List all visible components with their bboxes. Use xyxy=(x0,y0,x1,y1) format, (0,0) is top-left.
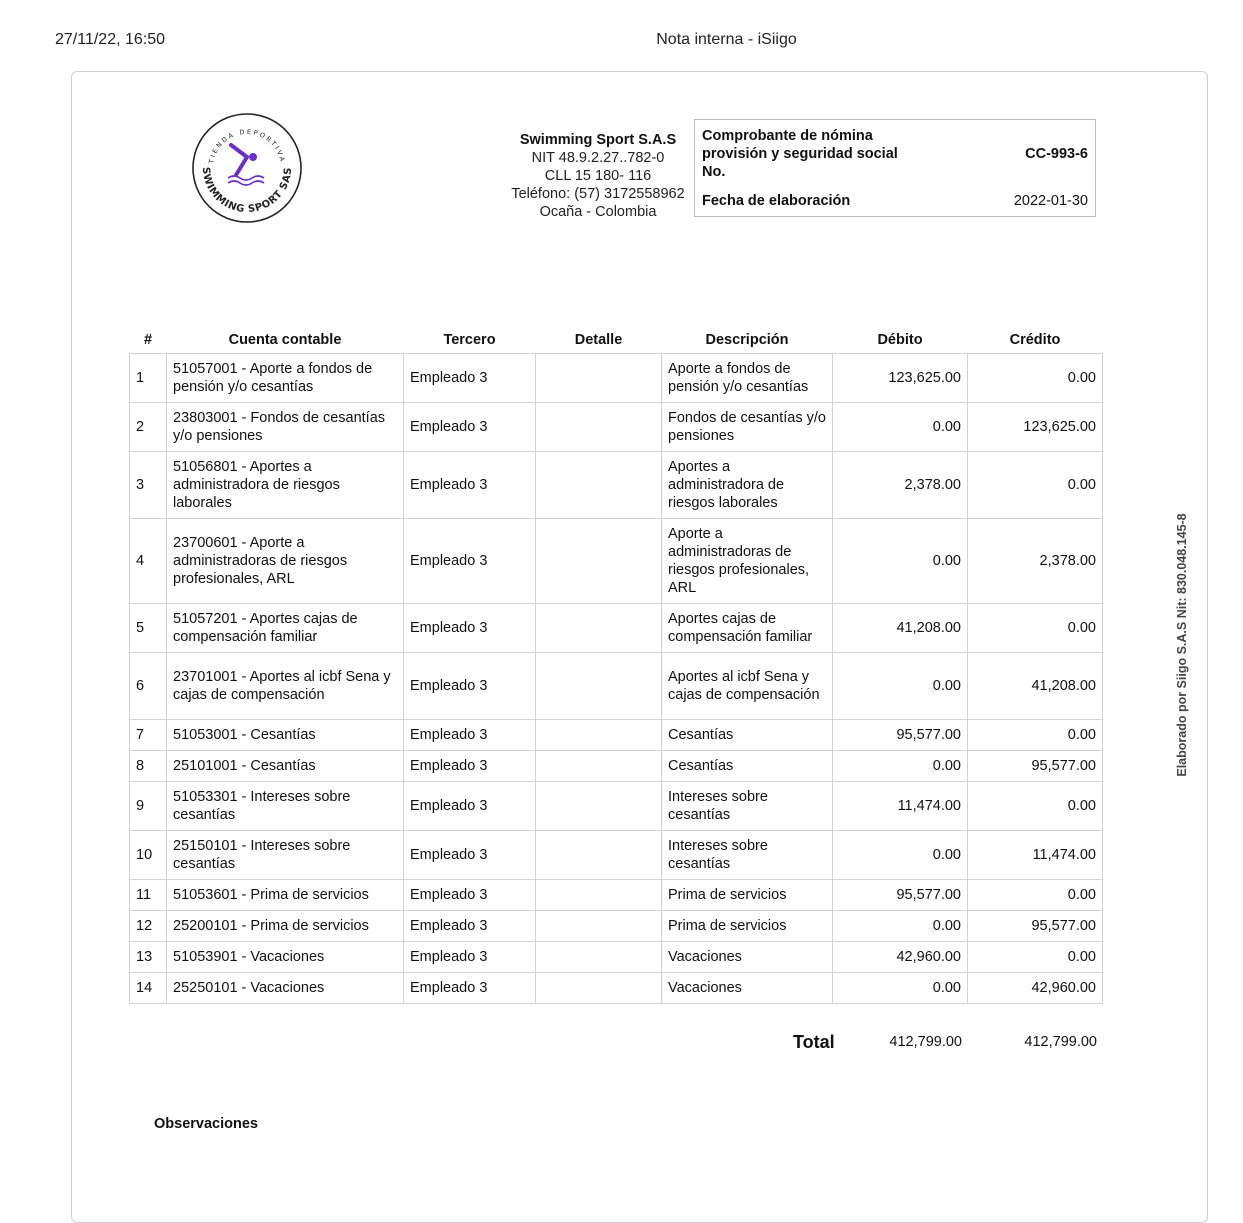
cell-debit: 2,378.00 xyxy=(833,452,968,519)
cell-description: Cesantías xyxy=(662,720,833,751)
cell-number: 10 xyxy=(130,831,167,880)
header-debit: Débito xyxy=(877,332,923,348)
header-detail: Detalle xyxy=(574,332,623,348)
table-row xyxy=(130,403,1103,452)
cell-debit: 0.00 xyxy=(833,403,968,452)
cell-description: Aportes al icbf Sena y cajas de compensación xyxy=(662,653,833,720)
cell-debit: 95,577.00 xyxy=(833,720,968,751)
cell-third-party: Empleado 3 xyxy=(404,973,536,1004)
table-row xyxy=(130,720,1103,751)
table-row xyxy=(130,973,1103,1004)
cell-account: 25150101 - Intereses sobre cesantías xyxy=(167,831,404,880)
company-nit: NIT 48.9.2.27..782-0 xyxy=(531,150,665,166)
cell-third-party: Empleado 3 xyxy=(404,880,536,911)
cell-description: Fondos de cesantías y/o pensiones xyxy=(662,403,833,452)
cell-detail xyxy=(536,880,662,911)
cell-number: 13 xyxy=(130,942,167,973)
cell-description: Prima de servicios xyxy=(662,880,833,911)
cell-account: 25200101 - Prima de servicios xyxy=(167,911,404,942)
header-number: # xyxy=(143,332,153,348)
cell-number: 14 xyxy=(130,973,167,1004)
total-debit: 412,799.00 xyxy=(889,1034,962,1050)
print-title: Nota interna - iSiigo xyxy=(656,31,797,48)
cell-debit: 0.00 xyxy=(833,519,968,604)
logo-bottom-text: SWIMMING SPORT SAS xyxy=(199,166,295,216)
cell-number: 7 xyxy=(130,720,167,751)
company-address: CLL 15 180- 116 xyxy=(544,168,652,184)
cell-description: Cesantías xyxy=(662,751,833,782)
cell-credit: 95,577.00 xyxy=(968,911,1103,942)
cell-description: Vacaciones xyxy=(662,942,833,973)
cell-credit: 123,625.00 xyxy=(968,403,1103,452)
cell-account: 23803001 - Fondos de cesantías y/o pensiones xyxy=(167,403,404,452)
cell-third-party: Empleado 3 xyxy=(404,911,536,942)
cell-detail xyxy=(536,973,662,1004)
cell-detail xyxy=(536,720,662,751)
table-row xyxy=(130,604,1103,653)
logo-top-text: TIENDA DEPORTIVA xyxy=(207,127,287,165)
cell-description: Aportes a administradora de riesgos laborales xyxy=(662,452,833,519)
document-info-box xyxy=(694,119,1096,217)
cell-debit: 0.00 xyxy=(833,751,968,782)
cell-detail xyxy=(536,354,662,403)
cell-credit: 0.00 xyxy=(968,604,1103,653)
cell-detail xyxy=(536,751,662,782)
side-note: Elaborado por Siigo S.A.S Nit: 830.048.145-8 xyxy=(1175,513,1189,777)
table-row xyxy=(130,911,1103,942)
cell-credit: 0.00 xyxy=(968,942,1103,973)
cell-debit: 42,960.00 xyxy=(833,942,968,973)
cell-third-party: Empleado 3 xyxy=(404,751,536,782)
document-type-label: Comprobante de nómina provisión y seguridad social No. xyxy=(702,128,898,180)
cell-account: 25250101 - Vacaciones xyxy=(167,973,404,1004)
print-datetime: 27/11/22, 16:50 xyxy=(55,31,166,48)
document-number: CC-993-6 xyxy=(1025,146,1088,162)
table-row xyxy=(130,831,1103,880)
cell-third-party: Empleado 3 xyxy=(404,720,536,751)
cell-account: 51057201 - Aportes cajas de compensación familiar xyxy=(167,604,404,653)
cell-detail xyxy=(536,519,662,604)
cell-number: 4 xyxy=(130,519,167,604)
cell-detail xyxy=(536,452,662,519)
header-account: Cuenta contable xyxy=(228,332,342,348)
cell-debit: 0.00 xyxy=(833,973,968,1004)
header-third-party: Tercero xyxy=(443,332,496,348)
cell-number: 11 xyxy=(130,880,167,911)
cell-account: 51056801 - Aportes a administradora de riesgos laborales xyxy=(167,452,404,519)
cell-detail xyxy=(536,403,662,452)
cell-detail xyxy=(536,911,662,942)
table-row xyxy=(130,782,1103,831)
cell-description: Aporte a fondos de pensión y/o cesantías xyxy=(662,354,833,403)
cell-credit: 0.00 xyxy=(968,720,1103,751)
cell-credit: 2,378.00 xyxy=(968,519,1103,604)
table-row xyxy=(130,653,1103,720)
cell-credit: 0.00 xyxy=(968,880,1103,911)
cell-account: 51053601 - Prima de servicios xyxy=(167,880,404,911)
cell-description: Prima de servicios xyxy=(662,911,833,942)
cell-credit: 0.00 xyxy=(968,782,1103,831)
total-credit: 412,799.00 xyxy=(1024,1034,1097,1050)
cell-number: 3 xyxy=(130,452,167,519)
cell-debit: 0.00 xyxy=(833,911,968,942)
table-row xyxy=(130,452,1103,519)
table-row xyxy=(130,942,1103,973)
cell-account: 51053001 - Cesantías xyxy=(167,720,404,751)
cell-number: 8 xyxy=(130,751,167,782)
header-description: Descripción xyxy=(705,332,789,348)
cell-third-party: Empleado 3 xyxy=(404,604,536,653)
company-city: Ocaña - Colombia xyxy=(539,204,657,220)
header-credit: Crédito xyxy=(1009,332,1061,348)
cell-description: Vacaciones xyxy=(662,973,833,1004)
cell-description: Intereses sobre cesantías xyxy=(662,782,833,831)
table-row xyxy=(130,751,1103,782)
cell-debit: 123,625.00 xyxy=(833,354,968,403)
document-date: 2022-01-30 xyxy=(1013,193,1088,209)
total-label: Total xyxy=(793,1032,835,1052)
cell-number: 2 xyxy=(130,403,167,452)
cell-credit: 95,577.00 xyxy=(968,751,1103,782)
cell-credit: 41,208.00 xyxy=(968,653,1103,720)
cell-account: 23701001 - Aportes al icbf Sena y cajas de compensación xyxy=(167,653,404,720)
cell-debit: 0.00 xyxy=(833,653,968,720)
table-row xyxy=(130,880,1103,911)
cell-number: 6 xyxy=(130,653,167,720)
cell-account: 51053901 - Vacaciones xyxy=(167,942,404,973)
cell-debit: 0.00 xyxy=(833,831,968,880)
company-name: Swimming Sport S.A.S xyxy=(519,132,677,148)
cell-credit: 11,474.00 xyxy=(968,831,1103,880)
cell-third-party: Empleado 3 xyxy=(404,519,536,604)
cell-detail xyxy=(536,782,662,831)
table-header-row xyxy=(130,327,1103,354)
table-row xyxy=(130,354,1103,403)
cell-detail xyxy=(536,604,662,653)
observations-label: Observaciones xyxy=(154,1116,258,1132)
cell-description: Aportes cajas de compensación familiar xyxy=(662,604,833,653)
company-logo xyxy=(191,112,303,224)
cell-description: Intereses sobre cesantías xyxy=(662,831,833,880)
cell-third-party: Empleado 3 xyxy=(404,782,536,831)
document-date-label: Fecha de elaboración xyxy=(702,193,851,209)
cell-detail xyxy=(536,653,662,720)
table-row xyxy=(130,519,1103,604)
cell-account: 51053301 - Intereses sobre cesantías xyxy=(167,782,404,831)
cell-number: 12 xyxy=(130,911,167,942)
cell-third-party: Empleado 3 xyxy=(404,354,536,403)
cell-number: 1 xyxy=(130,354,167,403)
cell-credit: 0.00 xyxy=(968,452,1103,519)
cell-account: 25101001 - Cesantías xyxy=(167,751,404,782)
company-phone: Teléfono: (57) 3172558962 xyxy=(511,186,685,202)
company-info xyxy=(503,131,693,221)
cell-third-party: Empleado 3 xyxy=(404,452,536,519)
cell-description: Aporte a administradoras de riesgos profesionales, ARL xyxy=(662,519,833,604)
cell-credit: 42,960.00 xyxy=(968,973,1103,1004)
cell-debit: 41,208.00 xyxy=(833,604,968,653)
cell-third-party: Empleado 3 xyxy=(404,831,536,880)
cell-account: 51057001 - Aporte a fondos de pensión y/o cesantías xyxy=(167,354,404,403)
cell-third-party: Empleado 3 xyxy=(404,942,536,973)
cell-detail xyxy=(536,831,662,880)
cell-number: 9 xyxy=(130,782,167,831)
cell-account: 23700601 - Aporte a administradoras de riesgos profesionales, ARL xyxy=(167,519,404,604)
cell-credit: 0.00 xyxy=(968,354,1103,403)
cell-third-party: Empleado 3 xyxy=(404,653,536,720)
cell-debit: 11,474.00 xyxy=(833,782,968,831)
cell-number: 5 xyxy=(130,604,167,653)
entries-table xyxy=(129,327,1103,1004)
cell-debit: 95,577.00 xyxy=(833,880,968,911)
swimmer-icon xyxy=(228,145,264,185)
cell-detail xyxy=(536,942,662,973)
cell-third-party: Empleado 3 xyxy=(404,403,536,452)
